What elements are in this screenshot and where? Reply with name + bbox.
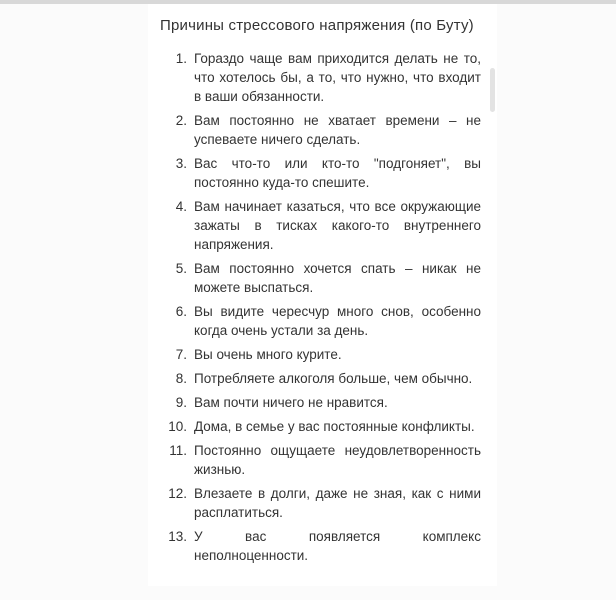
- page-title: Причины стрессового напряжения (по Буту): [160, 17, 474, 34]
- list-item: [160, 417, 481, 436]
- list-item-number: 11.: [169, 443, 187, 458]
- list-item: [160, 49, 481, 106]
- list-item-text: Вам начинает казаться, что все окружающие зажаты в тисках какого-то внутреннего напряжения.: [194, 199, 481, 252]
- list-item-number: 5.: [175, 261, 187, 276]
- list-item-text: Вам почти ничего не нравится.: [194, 395, 388, 410]
- list-item-text: Постоянно ощущаете неудовлетворенность жизнью.: [194, 443, 481, 477]
- stress-causes-list: [160, 49, 481, 565]
- list-item-text: Вас что-то или кто-то "подгоняет", вы постоянно куда-то спешите.: [194, 156, 481, 190]
- list-item: [160, 345, 481, 364]
- list-item: [160, 369, 481, 388]
- list-item: [160, 393, 481, 412]
- list-item-text: Потребляете алкоголя больше, чем обычно.: [194, 371, 473, 386]
- list-item-text: Вы видите чересчур много снов, особенно когда очень устали за день.: [194, 304, 481, 338]
- list-item: [160, 197, 481, 254]
- list-item-number: 4.: [175, 199, 187, 214]
- list-item-text: Вам постоянно хочется спать – никак не можете выспаться.: [194, 261, 481, 295]
- list-item: [160, 527, 481, 565]
- list-item: [160, 259, 481, 297]
- list-item-text: Гораздо чаще вам приходится делать не то, что хотелось бы, а то, что нужно, что входит в ваши обязанности.: [194, 51, 481, 104]
- list-item-number: 8.: [175, 371, 187, 386]
- list-item-text: Дома, в семье у вас постоянные конфликты.: [194, 419, 475, 434]
- list-item-text: Влезаете в долги, даже не зная, как с ними расплатиться.: [194, 486, 481, 520]
- list-item-number: 2.: [175, 113, 187, 128]
- list-item: [160, 441, 481, 479]
- list-item: [160, 111, 481, 149]
- list-item-number: 13.: [168, 529, 187, 544]
- list-item-text: Вам постоянно не хватает времени – не успеваете ничего сделать.: [194, 113, 481, 147]
- list-item: [160, 484, 481, 522]
- scrollbar-thumb[interactable]: [490, 68, 495, 112]
- list-item: [160, 154, 481, 192]
- document-card: [148, 4, 497, 586]
- list-item-number: 10.: [168, 419, 187, 434]
- list-item-number: 9.: [175, 395, 187, 410]
- list-item-number: 1.: [175, 51, 187, 66]
- list-item-number: 6.: [175, 304, 187, 319]
- list-item-number: 3.: [175, 156, 187, 171]
- list-item-text: Вы очень много курите.: [194, 347, 342, 362]
- list-item: [160, 302, 481, 340]
- list-item-number: 12.: [168, 486, 187, 501]
- list-item-text: У вас появляется комплекс неполноценности.: [194, 529, 481, 563]
- list-item-number: 7.: [175, 347, 187, 362]
